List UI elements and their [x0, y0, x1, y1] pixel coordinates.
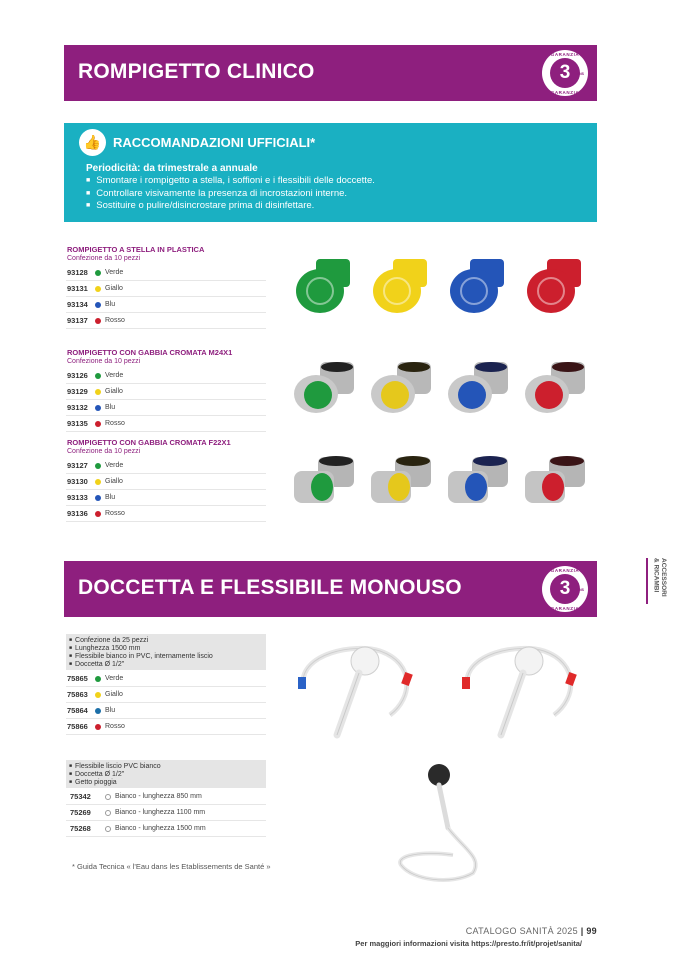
color-name: Bianco - lunghezza 850 mm	[115, 793, 202, 800]
color-dot-icon	[95, 463, 101, 469]
product-code: 93132	[67, 403, 88, 412]
chrome-aerator-m24-images	[292, 360, 592, 416]
product-code: 93131	[67, 284, 88, 293]
section-title: ROMPIGETTO CLINICO	[78, 60, 315, 83]
color-dot-icon	[95, 479, 101, 485]
product-code: 75342	[70, 792, 91, 801]
color-dot-icon	[95, 511, 101, 517]
section-title: DOCCETTA E FLESSIBILE MONOUSO	[78, 576, 462, 599]
product-code: 75866	[67, 722, 88, 731]
table-row	[66, 490, 266, 506]
product-code: 75865	[67, 674, 88, 683]
color-name: Giallo	[105, 691, 123, 698]
product-code: 93128	[67, 268, 88, 277]
badge-unit: ANS	[576, 72, 584, 76]
table-row	[66, 671, 266, 687]
color-name: Giallo	[105, 478, 123, 485]
list-item: ■ Smontare i rompigetto a stella, i soffioni e i flessibili delle doccette.	[86, 175, 375, 188]
product-code: 75864	[67, 706, 88, 715]
table-row	[66, 458, 266, 474]
table-row	[66, 281, 266, 297]
color-name: Verde	[105, 269, 124, 276]
chrome-aerator-f22-images	[292, 455, 592, 507]
table-row	[66, 821, 266, 837]
aerator-yellow-image	[373, 259, 427, 313]
thumbs-up-icon: 👍	[79, 129, 106, 156]
footer-info-link[interactable]: Per maggiori informazioni visita https://presto.fr/it/projet/sanita/	[355, 939, 582, 948]
color-name: Rosso	[105, 510, 125, 517]
product-group-title: ROMPIGETTO CON GABBIA CROMATA F22X1	[67, 438, 231, 447]
product-code: 75863	[67, 690, 88, 699]
footer-catalog: CATALOGO SANITÀ 2025 | 99	[465, 926, 597, 936]
chrome-aerator-yellow-image	[371, 456, 431, 503]
table-row	[66, 474, 266, 490]
chrome-aerator-yellow-image	[371, 362, 431, 413]
aerator-green-image	[296, 259, 350, 313]
table-row	[66, 313, 266, 329]
aerator-red-image	[527, 259, 581, 313]
table-row	[66, 297, 266, 313]
product-code: 93135	[67, 419, 88, 428]
color-name: Bianco - lunghezza 1500 mm	[115, 825, 206, 832]
product-table	[66, 368, 266, 432]
spec-item: ■ Flessibile bianco in PVC, internamente liscio	[69, 652, 263, 660]
badge-unit: ANS	[576, 588, 584, 592]
color-dot-icon	[95, 318, 101, 324]
spec-item: ■ Lunghezza 1500 mm	[69, 644, 263, 652]
star-aerator-images	[292, 255, 592, 317]
table-row	[66, 506, 266, 522]
product-group-subtitle: Confezione da 10 pezzi	[67, 255, 141, 262]
color-name: Bianco - lunghezza 1100 mm	[115, 809, 206, 816]
list-item: ■ Sostituire o pulire/disincrostare prima di disinfettare.	[86, 200, 375, 213]
spec-item: ■ Confezione da 25 pezzi	[69, 636, 263, 644]
color-dot-icon	[95, 421, 101, 427]
side-tab-label: ACCESSORI & RICAMBI	[652, 558, 667, 597]
spec-item: ■ Doccetta Ø 1/2"	[69, 770, 263, 778]
table-row	[66, 265, 266, 281]
product-table	[66, 458, 266, 522]
product-group-subtitle: Confezione da 10 pezzi	[67, 448, 141, 455]
table-row	[66, 400, 266, 416]
recommendations-list	[86, 175, 375, 213]
shower-specs-box	[66, 634, 266, 670]
table-row	[66, 384, 266, 400]
aerator-blue-image	[450, 259, 504, 313]
product-group-subtitle: Confezione da 10 pezzi	[67, 358, 141, 365]
footnote: * Guida Tecnica « l'Eau dans les Etablissements de Santé »	[72, 862, 271, 871]
warranty-badge	[542, 50, 588, 96]
color-dot-icon	[105, 826, 111, 832]
color-dot-icon	[95, 724, 101, 730]
chrome-aerator-green-image	[294, 362, 354, 413]
badge-label-bottom: GARANZIA	[550, 89, 580, 95]
spec-item: ■ Doccetta Ø 1/2"	[69, 660, 263, 668]
product-code: 93129	[67, 387, 88, 396]
badge-label-top: GARANZIA	[550, 51, 580, 57]
color-name: Verde	[105, 675, 124, 682]
product-code: 93133	[67, 493, 88, 502]
hose-table	[66, 789, 266, 837]
recommendations-period: Periodicità: da trimestrale a annuale	[86, 163, 258, 174]
table-row	[66, 789, 266, 805]
table-row	[66, 805, 266, 821]
color-name: Blu	[105, 707, 116, 714]
color-dot-icon	[105, 794, 111, 800]
color-name: Rosso	[105, 420, 125, 427]
color-dot-icon	[95, 270, 101, 276]
product-table	[66, 265, 266, 329]
badge-label-bottom: GARANZIA	[550, 605, 580, 611]
disposable-shower-image	[295, 643, 420, 743]
color-dot-icon	[95, 373, 101, 379]
warranty-badge	[542, 566, 588, 612]
color-dot-icon	[95, 495, 101, 501]
pvc-hose-shower-image	[393, 763, 503, 888]
table-row	[66, 703, 266, 719]
product-code: 93134	[67, 300, 88, 309]
product-group-title: ROMPIGETTO A STELLA IN PLASTICA	[67, 245, 205, 254]
shower-table	[66, 671, 266, 735]
color-name: Giallo	[105, 388, 123, 395]
product-code: 93137	[67, 316, 88, 325]
page-number: 99	[586, 926, 597, 936]
disposable-shower-image	[459, 643, 584, 743]
color-dot-icon	[95, 708, 101, 714]
badge-years: 3	[550, 574, 580, 604]
product-code: 93126	[67, 371, 88, 380]
product-code: 93136	[67, 509, 88, 518]
chrome-aerator-blue-image	[448, 456, 508, 503]
color-dot-icon	[95, 389, 101, 395]
color-dot-icon	[105, 810, 111, 816]
color-dot-icon	[95, 302, 101, 308]
badge-years: 3	[550, 58, 580, 88]
chrome-aerator-green-image	[294, 456, 354, 503]
table-row	[66, 687, 266, 703]
section-banner-rompigetto	[64, 45, 597, 101]
color-name: Blu	[105, 301, 116, 308]
catalog-name: CATALOGO SANITÀ 2025	[465, 926, 578, 936]
chrome-aerator-red-image	[525, 362, 585, 413]
product-code: 75269	[70, 808, 91, 817]
badge-label-top: GARANZIA	[550, 567, 580, 573]
product-code: 93130	[67, 477, 88, 486]
color-dot-icon	[95, 676, 101, 682]
table-row	[66, 368, 266, 384]
color-name: Blu	[105, 494, 116, 501]
product-group-title: ROMPIGETTO CON GABBIA CROMATA M24X1	[67, 348, 233, 357]
section-banner-doccetta	[64, 561, 597, 617]
side-category-tab	[646, 558, 668, 604]
color-name: Blu	[105, 404, 116, 411]
color-dot-icon	[95, 286, 101, 292]
product-code: 93127	[67, 461, 88, 470]
list-item: ■ Controllare visivamente la presenza di incrostazioni interne.	[86, 188, 375, 201]
color-dot-icon	[95, 692, 101, 698]
table-row	[66, 416, 266, 432]
color-name: Verde	[105, 462, 124, 469]
color-name: Rosso	[105, 317, 125, 324]
chrome-aerator-blue-image	[448, 362, 508, 413]
hose-specs-box	[66, 760, 266, 788]
color-dot-icon	[95, 405, 101, 411]
color-name: Giallo	[105, 285, 123, 292]
recommendations-title: RACCOMANDAZIONI UFFICIALI*	[113, 135, 316, 150]
table-row	[66, 719, 266, 735]
spec-item: ■ Flessibile liscio PVC bianco	[69, 762, 263, 770]
color-name: Verde	[105, 372, 124, 379]
chrome-aerator-red-image	[525, 456, 585, 503]
color-name: Rosso	[105, 723, 125, 730]
product-code: 75268	[70, 824, 91, 833]
spec-item: ■ Getto pioggia	[69, 778, 263, 786]
recommendations-box	[64, 123, 597, 222]
